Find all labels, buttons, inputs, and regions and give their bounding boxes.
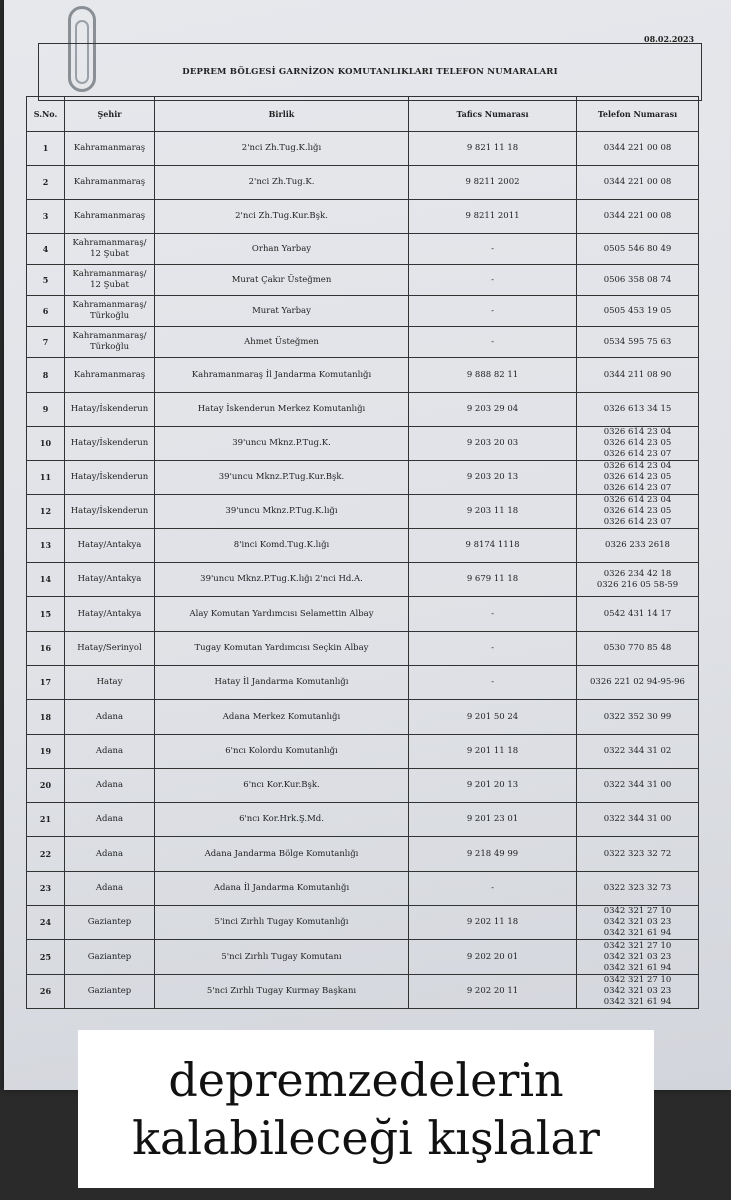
cell-no: 18 (27, 700, 65, 735)
cell-city: Adana (65, 735, 155, 769)
header-no: S.No. (27, 97, 65, 132)
cell-phone: 0342 321 27 10 0342 321 03 23 0342 321 61 94 (577, 906, 699, 940)
cell-unit: 39'uncu Mknz.P.Tug.K.lığı 2'nci Hd.A. (155, 563, 409, 597)
cell-tafics: 9 888 82 11 (409, 358, 577, 393)
cell-no: 3 (27, 200, 65, 234)
table-row (27, 166, 699, 200)
table-row (27, 940, 699, 975)
table-row (27, 358, 699, 393)
cell-city: Hatay/İskenderun (65, 461, 155, 495)
table-row (27, 597, 699, 632)
table-row (27, 769, 699, 803)
cell-no: 4 (27, 234, 65, 265)
cell-no: 24 (27, 906, 65, 940)
cell-no: 2 (27, 166, 65, 200)
header-phone: Telefon Numarası (577, 97, 699, 132)
cell-phone: 0322 344 31 00 (577, 803, 699, 837)
cell-phone: 0344 221 00 08 (577, 166, 699, 200)
cell-unit: 39'uncu Mknz.P.Tug.K. (155, 427, 409, 461)
cell-tafics: 9 203 20 13 (409, 461, 577, 495)
cell-tafics: - (409, 597, 577, 632)
cell-phone: 0326 614 23 04 0326 614 23 05 0326 614 23 07 (577, 427, 699, 461)
table-row (27, 837, 699, 872)
cell-phone: 0326 221 02 94-95-96 (577, 666, 699, 700)
cell-city: Adana (65, 769, 155, 803)
cell-no: 11 (27, 461, 65, 495)
cell-city: Kahramanmaraş/ 12 Şubat (65, 234, 155, 265)
cell-city: Adana (65, 837, 155, 872)
table-row (27, 563, 699, 597)
title-box (38, 43, 702, 101)
cell-city: Hatay/İskenderun (65, 393, 155, 427)
cell-city: Gaziantep (65, 906, 155, 940)
cell-no: 9 (27, 393, 65, 427)
cell-city: Kahramanmaraş/ Türkoğlu (65, 327, 155, 358)
cell-no: 17 (27, 666, 65, 700)
cell-phone: 0326 614 23 04 0326 614 23 05 0326 614 23 07 (577, 461, 699, 495)
cell-city: Hatay/Antakya (65, 529, 155, 563)
header-unit: Birlik (155, 97, 409, 132)
cell-no: 22 (27, 837, 65, 872)
caption-overlay (78, 1030, 654, 1188)
cell-no: 25 (27, 940, 65, 975)
cell-unit: Alay Komutan Yardımcısı Selamettin Albay (155, 597, 409, 632)
cell-tafics: 9 8174 1118 (409, 529, 577, 563)
table-row (27, 735, 699, 769)
cell-city: Kahramanmaraş (65, 132, 155, 166)
cell-unit: 6'ncı Kor.Kur.Bşk. (155, 769, 409, 803)
cell-city: Kahramanmaraş (65, 166, 155, 200)
cell-tafics: 9 201 20 13 (409, 769, 577, 803)
cell-no: 6 (27, 296, 65, 327)
cell-tafics: 9 679 11 18 (409, 563, 577, 597)
cell-tafics: 9 202 20 11 (409, 975, 577, 1009)
cell-city: Adana (65, 700, 155, 735)
cell-unit: Tugay Komutan Yardımcısı Seçkin Albay (155, 632, 409, 666)
table-row (27, 132, 699, 166)
cell-unit: 2'nci Zh.Tug.K.lığı (155, 132, 409, 166)
cell-no: 5 (27, 265, 65, 296)
cell-no: 14 (27, 563, 65, 597)
cell-unit: 39'uncu Mknz.P.Tug.K.lığı (155, 495, 409, 529)
cell-city: Kahramanmaraş/ 12 Şubat (65, 265, 155, 296)
cell-no: 23 (27, 872, 65, 906)
cell-unit: Adana Merkez Komutanlığı (155, 700, 409, 735)
cell-unit: 2'nci Zh.Tug.Kur.Bşk. (155, 200, 409, 234)
cell-unit: Murat Yarbay (155, 296, 409, 327)
cell-city: Hatay/İskenderun (65, 495, 155, 529)
cell-no: 10 (27, 427, 65, 461)
cell-city: Hatay/İskenderun (65, 427, 155, 461)
cell-no: 26 (27, 975, 65, 1009)
document-title: DEPREM BÖLGESİ GARNİZON KOMUTANLIKLARI TELEFON NUMARALARI (182, 67, 558, 77)
cell-phone: 0322 323 32 73 (577, 872, 699, 906)
table-row (27, 296, 699, 327)
cell-city: Adana (65, 803, 155, 837)
cell-unit: 2'nci Zh.Tug.K. (155, 166, 409, 200)
table-row (27, 495, 699, 529)
cell-tafics: 9 821 11 18 (409, 132, 577, 166)
table-row (27, 427, 699, 461)
cell-unit: Adana Jandarma Bölge Komutanlığı (155, 837, 409, 872)
cell-city: Kahramanmaraş (65, 200, 155, 234)
cell-phone: 0326 613 34 15 (577, 393, 699, 427)
cell-unit: Orhan Yarbay (155, 234, 409, 265)
cell-phone: 0505 546 80 49 (577, 234, 699, 265)
cell-phone: 0322 344 31 02 (577, 735, 699, 769)
cell-unit: Hatay İskenderun Merkez Komutanlığı (155, 393, 409, 427)
cell-tafics: - (409, 632, 577, 666)
cell-unit: 5'inci Zırhlı Tugay Komutanlığı (155, 906, 409, 940)
cell-unit: 6'ncı Kor.Hrk.Ş.Md. (155, 803, 409, 837)
cell-phone: 0326 614 23 04 0326 614 23 05 0326 614 23 07 (577, 495, 699, 529)
table-row (27, 906, 699, 940)
cell-unit: Ahmet Üsteğmen (155, 327, 409, 358)
cell-phone: 0506 358 08 74 (577, 265, 699, 296)
cell-tafics: - (409, 265, 577, 296)
cell-phone: 0542 431 14 17 (577, 597, 699, 632)
cell-no: 16 (27, 632, 65, 666)
cell-tafics: 9 8211 2011 (409, 200, 577, 234)
cell-unit: 8'inci Komd.Tug.K.lığı (155, 529, 409, 563)
table-row (27, 975, 699, 1009)
cell-tafics: 9 202 11 18 (409, 906, 577, 940)
cell-phone: 0530 770 85 48 (577, 632, 699, 666)
cell-unit: Kahramanmaraş İl Jandarma Komutanlığı (155, 358, 409, 393)
table-row (27, 200, 699, 234)
cell-phone: 0344 221 00 08 (577, 200, 699, 234)
cell-unit: Adana İl Jandarma Komutanlığı (155, 872, 409, 906)
cell-no: 7 (27, 327, 65, 358)
cell-unit: Hatay İl Jandarma Komutanlığı (155, 666, 409, 700)
cell-tafics: 9 201 50 24 (409, 700, 577, 735)
cell-unit: 5'nci Zırhlı Tugay Kurmay Başkanı (155, 975, 409, 1009)
cell-phone: 0322 323 32 72 (577, 837, 699, 872)
cell-tafics: - (409, 234, 577, 265)
cell-tafics: 9 203 20 03 (409, 427, 577, 461)
cell-tafics: 9 202 20 01 (409, 940, 577, 975)
cell-city: Adana (65, 872, 155, 906)
cell-tafics: - (409, 327, 577, 358)
table-row (27, 666, 699, 700)
table-header-row (27, 97, 699, 132)
cell-unit: 5'nci Zırhlı Tugay Komutanı (155, 940, 409, 975)
cell-phone: 0326 233 2618 (577, 529, 699, 563)
cell-tafics: - (409, 666, 577, 700)
cell-phone: 0326 234 42 18 0326 216 05 58-59 (577, 563, 699, 597)
cell-phone: 0344 221 00 08 (577, 132, 699, 166)
table-row (27, 529, 699, 563)
cell-phone: 0534 595 75 63 (577, 327, 699, 358)
table-row (27, 265, 699, 296)
table-row (27, 234, 699, 265)
cell-phone: 0344 211 08 90 (577, 358, 699, 393)
cell-city: Gaziantep (65, 975, 155, 1009)
table-row (27, 872, 699, 906)
cell-phone: 0322 344 31 00 (577, 769, 699, 803)
table-row (27, 461, 699, 495)
cell-tafics: 9 8211 2002 (409, 166, 577, 200)
table-row (27, 393, 699, 427)
cell-phone: 0322 352 30 99 (577, 700, 699, 735)
cell-tafics: - (409, 296, 577, 327)
table-row (27, 803, 699, 837)
phone-table (26, 96, 699, 1009)
cell-no: 20 (27, 769, 65, 803)
cell-tafics: - (409, 872, 577, 906)
document-date: 08.02.2023 (644, 34, 695, 44)
cell-unit: 6'ncı Kolordu Komutanlığı (155, 735, 409, 769)
cell-tafics: 9 203 29 04 (409, 393, 577, 427)
cell-no: 12 (27, 495, 65, 529)
cell-phone: 0342 321 27 10 0342 321 03 23 0342 321 61 94 (577, 940, 699, 975)
caption-line-2: kalabileceği kışlalar (132, 1111, 600, 1165)
header-tafics: Tafics Numarası (409, 97, 577, 132)
cell-city: Gaziantep (65, 940, 155, 975)
table-row (27, 632, 699, 666)
cell-city: Hatay/Antakya (65, 563, 155, 597)
cell-no: 1 (27, 132, 65, 166)
cell-no: 21 (27, 803, 65, 837)
cell-no: 19 (27, 735, 65, 769)
cell-phone: 0505 453 19 05 (577, 296, 699, 327)
cell-unit: 39'uncu Mknz.P.Tug.Kur.Bşk. (155, 461, 409, 495)
cell-no: 15 (27, 597, 65, 632)
caption-line-1: depremzedelerin (168, 1053, 564, 1107)
cell-phone: 0342 321 27 10 0342 321 03 23 0342 321 61 94 (577, 975, 699, 1009)
cell-city: Hatay (65, 666, 155, 700)
cell-tafics: 9 201 11 18 (409, 735, 577, 769)
cell-city: Kahramanmaraş (65, 358, 155, 393)
cell-unit: Murat Çakır Üsteğmen (155, 265, 409, 296)
table-row (27, 327, 699, 358)
cell-city: Hatay/Antakya (65, 597, 155, 632)
cell-no: 13 (27, 529, 65, 563)
table-row (27, 700, 699, 735)
cell-tafics: 9 201 23 01 (409, 803, 577, 837)
cell-city: Kahramanmaraş/ Türkoğlu (65, 296, 155, 327)
header-city: Şehir (65, 97, 155, 132)
cell-tafics: 9 203 11 18 (409, 495, 577, 529)
cell-city: Hatay/Serinyol (65, 632, 155, 666)
cell-tafics: 9 218 49 99 (409, 837, 577, 872)
cell-no: 8 (27, 358, 65, 393)
